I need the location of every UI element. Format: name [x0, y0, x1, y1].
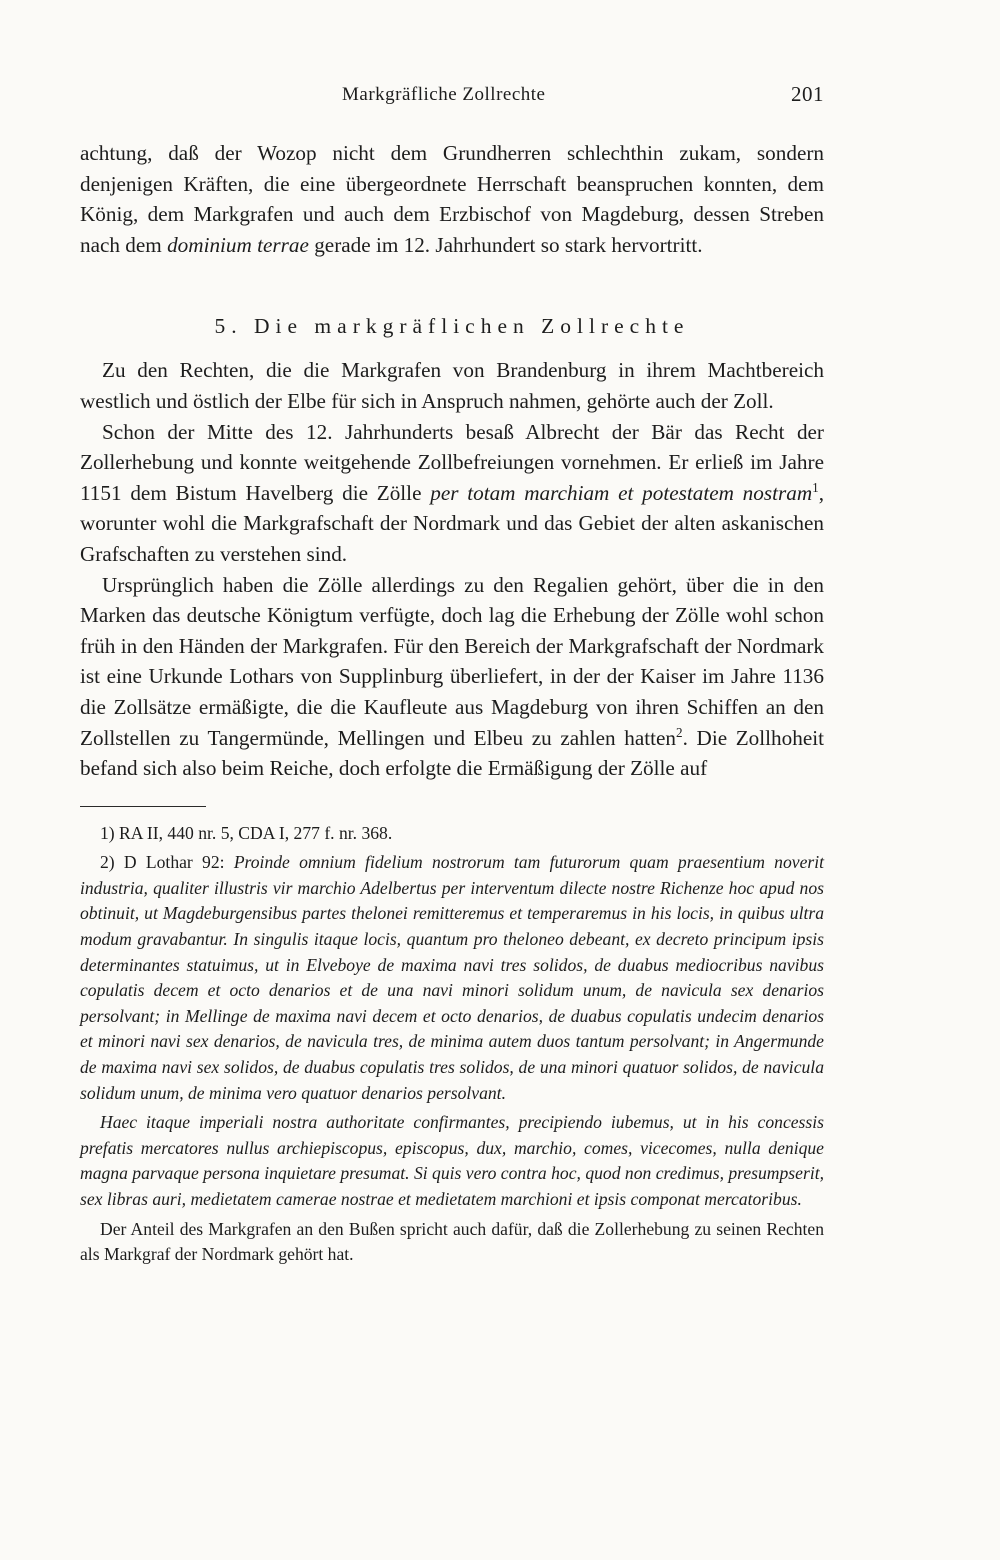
book-page	[80, 84, 824, 1268]
page-number: 201	[791, 82, 824, 106]
italic-phrase: per totam marchiam et potestatem nostram	[430, 480, 813, 505]
paragraph-text: , worunter wohl die Markgrafschaft der Nordmark und das Gebiet der alten askanischen Grafschaften zu verstehen sind.	[80, 480, 824, 566]
footnote-marker: 2)	[100, 852, 115, 873]
footnote-divider	[80, 806, 206, 807]
footnote-ref-1[interactable]: 1	[812, 479, 819, 495]
running-header	[80, 84, 824, 118]
main-text-section	[80, 355, 824, 783]
footnote-2-closing: Der Anteil des Markgrafen an den Bußen spricht auch dafür, daß die Zollerhebung zu seinen Rechten als Markgraf der Nordmark gehört hat.	[80, 1218, 824, 1265]
footnotes	[80, 821, 824, 1268]
footnote-marker: 1)	[100, 822, 115, 843]
footnote-2-continued	[80, 1110, 824, 1212]
section-heading: 5. Die markgräflichen Zollrechte	[214, 314, 690, 339]
running-title: Markgräfliche Zollrechte	[342, 84, 546, 105]
footnote-ref-2[interactable]: 2	[676, 724, 683, 740]
paragraph	[80, 417, 824, 570]
latin-quote: Haec itaque imperiali nostra authoritate confirmantes, precipiendo iubemus, ut in his concessis prefatis mercatores nullus archiepiscopus, episcopus, dux, marchio, comes, vicecomes, nulla denique magna parvaque persona inquietare presumat. Si quis vero contra hoc, quod non credimus, presumpserit, sex libras auri, medietatem camerae nostrae et medietatem marchioni et ipsis componat mercatoribus.	[80, 1112, 824, 1209]
footnote-text: RA II, 440 nr. 5, CDA I, 277 f. nr. 368.	[114, 822, 393, 843]
footnote-text: D Lothar 92:	[114, 852, 234, 873]
main-text-top	[80, 138, 824, 260]
footnote-1	[80, 821, 824, 847]
paragraph-text: Ursprünglich haben die Zölle allerdings zu den Regalien gehört, über die in den Marken das deutsche Königtum verfügte, doch lag die Erhebung der Zölle wohl schon früh in den Händen der Markgrafen. Für den Bereich der Markgrafschaft der Nordmark ist eine Urkunde Lothars von Supplinburg überliefert, in der der Kaiser im Jahre 1136 die Zollsätze ermäßigte, die die Kaufleute aus Magdeburg von ihren Schiffen an den Zollstellen zu Tangermünde, Mellingen und Elbeu zu zahlen hatten	[80, 572, 824, 750]
latin-quote: Proinde omnium fidelium nostrorum tam futurorum quam praesentium noverit industria, qualiter illustris vir marchio Adelbertus per interventum dilecte nostre Richenze hoc apud nos obtinuit, ut Magdeburgensibus partes thelonei remitteremus et temperaremus in his locis, in quibus ultra modum gravabantur. In singulis itaque locis, quantum pro theloneo debeant, ex decreto principum ipsis determinantes statuimus, ut in Elveboye de maxima navi tres solidos, de duabus mediocribus navibus copulatis decem et octo denarios et de una navi minori solidum unum, de navicula sex denarios persolvant; in Mellinge de maxima navi decem et octo denarios, de duabus copulatis undecim denarios et minori navi sex denarios, de navicula tres, de minima autem duos tantum persolvant; in Angermunde de maxima navi sex solidos, de duabus copulatis tres solidos, de una minori quatuor solidos, de navicula solidum unum, de minima vero quatuor denarios persolvant.	[80, 852, 824, 1103]
paragraph	[80, 570, 824, 784]
paragraph-text: gerade im 12. Jahrhundert so stark hervortritt.	[308, 232, 703, 257]
footnote-2	[80, 850, 824, 1106]
paragraph: Zu den Rechten, die die Markgrafen von Brandenburg in ihrem Machtbereich westlich und östlich der Elbe für sich in Anspruch nahmen, gehörte auch der Zoll.	[80, 358, 824, 413]
paragraph-text: achtung, daß der Wozop nicht dem Grundherren schlechthin zukam, sondern denjenigen Kräften, die eine übergeordnete Herrschaft beanspruchen konnten, dem König, dem Markgrafen und auch dem Erzbischof von Magdeburg, dessen Streben nach dem	[80, 141, 824, 257]
paragraph-text: . Die Zollhoheit befand sich also beim Reiche, doch erfolgte die Ermäßigung der Zölle auf	[80, 725, 824, 781]
paragraph-continued	[80, 138, 824, 260]
italic-phrase: dominium terrae	[167, 232, 309, 257]
paragraph-text: Schon der Mitte des 12. Jahrhunderts besaß Albrecht der Bär das Recht der Zollerhebung und konnte weitgehende Zollbefreiungen vornehmen. Er erließ im Jahre 1151 dem Bistum Havelberg die Zölle	[80, 419, 824, 505]
